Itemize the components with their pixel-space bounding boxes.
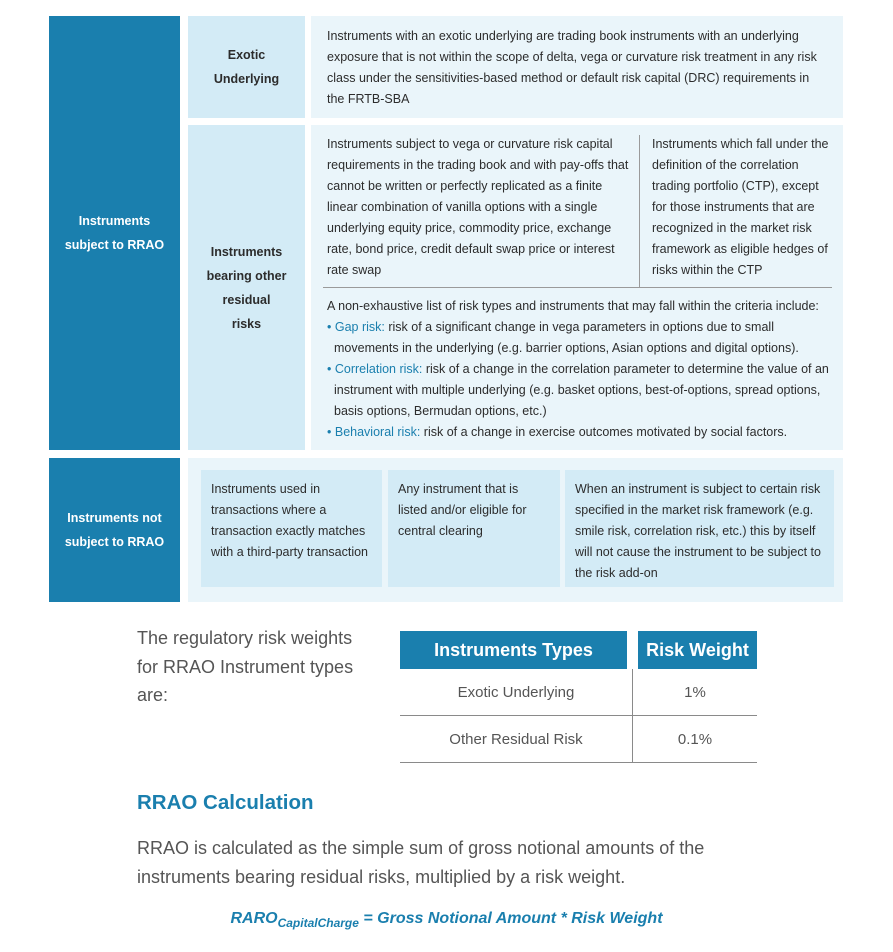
calculation-text: RRAO is calculated as the simple sum of gross notional amounts of the instruments bearing residual risks, multiplied by a risk weight. [137, 838, 705, 887]
risk-term: Behavioral risk: [334, 425, 421, 439]
not-subject-text: Instruments used in transactions where a transaction exactly matches with a third-party transaction [211, 482, 369, 559]
table-bottom-border [400, 762, 757, 763]
exotic-description: Instruments with an exotic underlying are trading book instruments with an underlying exposure that is not within the scope of delta, vega or curvature risk treatment in any risk class under the sensitivities-based method or default risk capital (DRC) requirements in the FRTB-SBA [327, 29, 817, 106]
other-residual-label: Instruments bearing other residual risks [206, 244, 287, 331]
risk-text: risk of a significant change in vega parameters in options due to small movements in the underlying (e.g. barrier options, Asian options and digital options). [334, 320, 799, 355]
horizontal-divider [323, 287, 832, 288]
risk-term: Gap risk: [334, 320, 385, 334]
not-subject-text: Any instrument that is listed and/or eligible for central clearing [398, 482, 527, 538]
not-subject-item-framework [565, 470, 834, 587]
not-subject-to-rrao-label: Instruments not subject to RRAO [64, 511, 165, 549]
table-cell-weight: 0.1% [677, 730, 713, 748]
risk-list-intro: A non-exhaustive list of risk types and instruments that may fall within the criteria include: [327, 299, 819, 313]
ctp-description: Instruments which fall under the definition of the correlation trading portfolio (CTP), except for those instruments that are recognized in the market risk framework as eligible hedges of risks within the CTP [652, 137, 829, 277]
risk-text: risk of a change in the correlation parameter to determine the value of an instrument with multiple underlying (e.g. basket options, best-of-options, spread options, basis options, Bermudan options, etc.) [334, 362, 829, 418]
subject-to-rrao-header [49, 16, 180, 450]
table-column-divider [632, 669, 633, 762]
calculation-heading: RRAO Calculation [137, 791, 314, 814]
formula-main: RARO [230, 910, 278, 927]
exotic-description-cell [311, 16, 843, 118]
other-residual-description-cell [311, 125, 843, 450]
vertical-divider [639, 135, 640, 287]
risk-text: risk of a change in exercise outcomes motivated by social factors. [420, 425, 788, 439]
risk-term: Correlation risk: [334, 362, 423, 376]
exotic-underlying-cell [188, 16, 305, 118]
formula-rest: = Gross Notional Amount * Risk Weight [358, 910, 663, 927]
bullet-dot-icon: • [327, 362, 335, 376]
table-header-type: Instruments Types [400, 631, 627, 669]
risk-bullet-behavioral [327, 422, 832, 443]
exotic-underlying-label: Exotic Underlying [213, 48, 280, 86]
not-subject-to-rrao-header [49, 458, 180, 602]
table-cell-weight: 1% [684, 683, 706, 701]
not-subject-text: When an instrument is subject to certain risk specified in the market risk framework (e.g. smile risk, correlation risk, etc.) this by itself will not cause the instrument to be subject to the risk add-on [575, 482, 821, 580]
other-residual-cell [188, 125, 305, 450]
table-cell-type: Other Residual Risk [449, 730, 583, 748]
risk-bullet-gap [327, 317, 832, 359]
table-cell-type: Exotic Underlying [457, 683, 575, 701]
not-subject-item-matched [201, 470, 382, 587]
bullet-dot-icon: • [327, 320, 335, 334]
weights-intro: The regulatory risk weights for RRAO Instrument types are: [137, 628, 354, 705]
formula-subscript: CapitalCharge [277, 916, 359, 931]
calculation-formula [0, 910, 893, 930]
risk-list [327, 296, 832, 443]
table-header-weight: Risk Weight [638, 631, 757, 669]
subject-to-rrao-label: Instruments subject to RRAO [64, 214, 165, 252]
bullet-dot-icon: • [327, 425, 335, 439]
not-subject-item-listed [388, 470, 560, 587]
risk-bullet-correlation [327, 359, 832, 422]
vega-curvature-description: Instruments subject to vega or curvature risk capital requirements in the trading book and with pay-offs that cannot be written or perfectly replicated as a finite linear combination of vanilla options with a single underlying equity price, commodity price, exchange rate, bond price, credit default swap price or interest rate swap [327, 137, 629, 277]
